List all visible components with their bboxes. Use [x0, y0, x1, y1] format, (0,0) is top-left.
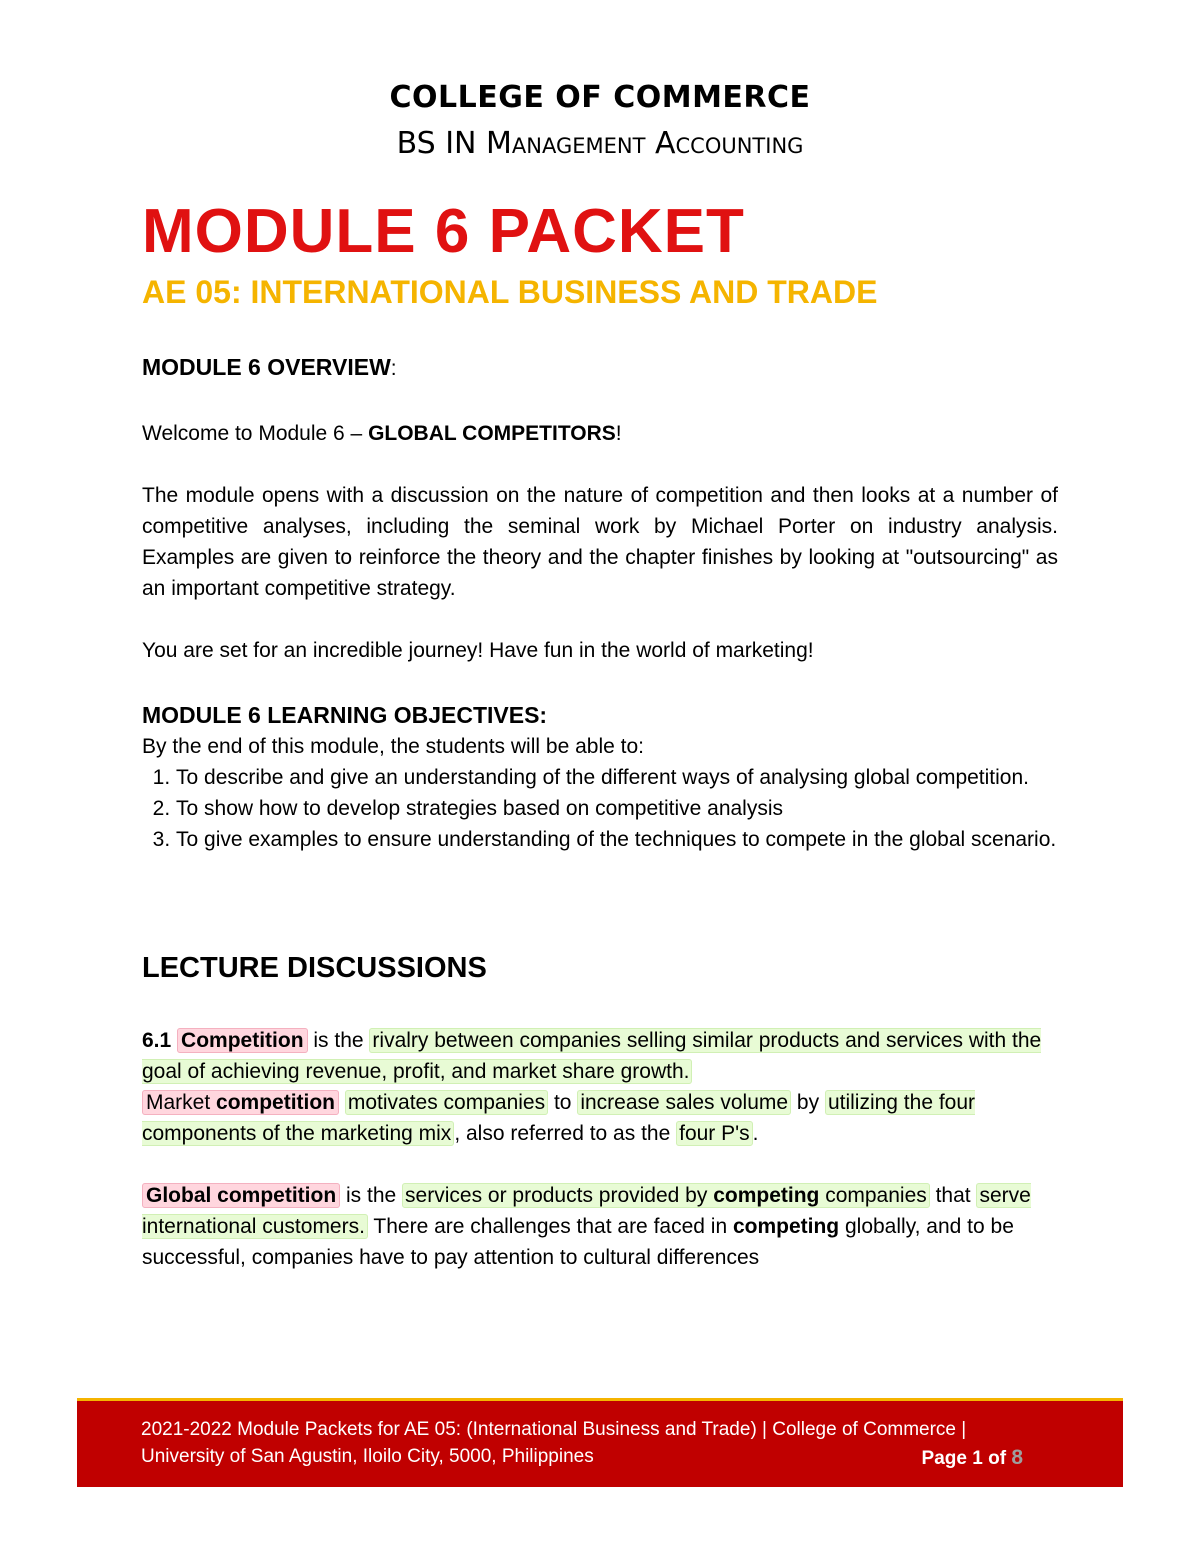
lecture-paragraph-2 — [142, 1087, 1058, 1149]
section-number: 6.1 — [142, 1029, 172, 1052]
highlight-four-ps: four P's — [676, 1121, 753, 1146]
overview-paragraph: The module opens with a discussion on the nature of competition and then looks at a number of competitive analyses, including the seminal work by Michael Porter on industry analysis. Examples are given to reinforce the theory and the chapter finishes by looking at "outsourcing" as an important competitive strategy. — [142, 484, 1058, 600]
text-is-the-2: is the — [340, 1184, 403, 1207]
highlight-motivates: motivates companies — [345, 1090, 548, 1115]
text-services: services or products provided by — [405, 1184, 714, 1207]
text-market: Market — [146, 1091, 217, 1114]
lecture-paragraph-3 — [142, 1180, 1058, 1273]
objectives-section — [142, 700, 1058, 855]
course-title: AE 05: INTERNATIONAL BUSINESS AND TRADE — [142, 274, 878, 310]
of-label: of — [982, 1448, 1012, 1469]
text-period: . — [752, 1122, 759, 1145]
text-by: by — [791, 1091, 825, 1114]
objectives-list — [142, 762, 1058, 855]
text-rest-2: globally, and to be successful, companies have to pay attention to cultural differences — [142, 1215, 1014, 1269]
highlight-marketing-mix: utilizing the four components of the marketing mix — [142, 1091, 976, 1145]
list-item: 2. To show how to develop strategies based on competitive analysis — [176, 793, 1058, 824]
page-indicator — [922, 1446, 1023, 1470]
list-item: 3. To give examples to ensure understanding of the techniques to compete in the global scenario. — [176, 824, 1058, 855]
list-item: 1. To describe and give an understanding of the different ways of analysing global competition. — [176, 762, 1058, 793]
highlight-serve-international: serve international customers. — [142, 1184, 1031, 1238]
overview-heading-text: MODULE 6 OVERVIEW — [142, 354, 391, 380]
overview-closing: You are set for an incredible journey! Have fun in the world of marketing! — [142, 639, 814, 662]
welcome-suffix: ! — [615, 422, 622, 445]
footer-line-1: 2021-2022 Module Packets for AE 05: (International Business and Trade) | College of Commerce | — [141, 1419, 967, 1440]
program-name: BS IN Management Accounting — [396, 126, 804, 161]
welcome-prefix: Welcome to Module 6 – — [142, 422, 369, 445]
overview-heading — [142, 352, 1058, 384]
page-footer — [77, 1398, 1123, 1487]
objectives-intro: By the end of this module, the students will be able to: — [142, 735, 644, 758]
text-that: that — [929, 1184, 977, 1207]
highlight-services — [402, 1183, 930, 1208]
college-name: COLLEGE OF COMMERCE — [389, 80, 811, 115]
page-total: 8 — [1011, 1446, 1023, 1469]
term-competition-2: competition — [216, 1091, 336, 1114]
page-label: Page — [921, 1448, 973, 1469]
welcome-topic: GLOBAL COMPETITORS — [368, 422, 616, 445]
lecture-heading: LECTURE DISCUSSIONS — [142, 952, 487, 984]
text-to: to — [548, 1091, 578, 1114]
text-is-the: is the — [307, 1029, 370, 1052]
text-rest-1: There are challenges that are faced in — [367, 1215, 733, 1238]
definition-competition: rivalry between companies selling similar products and services with the goal of achieving revenue, profit, and market share growth. — [142, 1029, 1042, 1083]
lecture-paragraph-1 — [142, 1025, 1058, 1087]
term-global-competition: Global competition — [142, 1183, 340, 1208]
market-competition-highlight — [142, 1090, 339, 1115]
overview-heading-colon: : — [390, 357, 397, 380]
footer-line-2: University of San Agustin, Iloilo City, 5000, Philippines — [141, 1446, 594, 1467]
welcome-line — [142, 418, 1058, 449]
text-also: , also referred to as the — [454, 1122, 677, 1145]
text-competing: competing — [713, 1184, 820, 1207]
text-competing-2: competing — [732, 1215, 840, 1238]
page-number: 1 — [972, 1448, 983, 1469]
highlight-increase-sales: increase sales volume — [577, 1090, 791, 1115]
module-title: MODULE 6 PACKET — [142, 197, 745, 266]
term-competition: Competition — [177, 1028, 307, 1053]
objectives-heading: MODULE 6 LEARNING OBJECTIVES: — [142, 702, 548, 728]
text-companies: companies — [819, 1184, 927, 1207]
